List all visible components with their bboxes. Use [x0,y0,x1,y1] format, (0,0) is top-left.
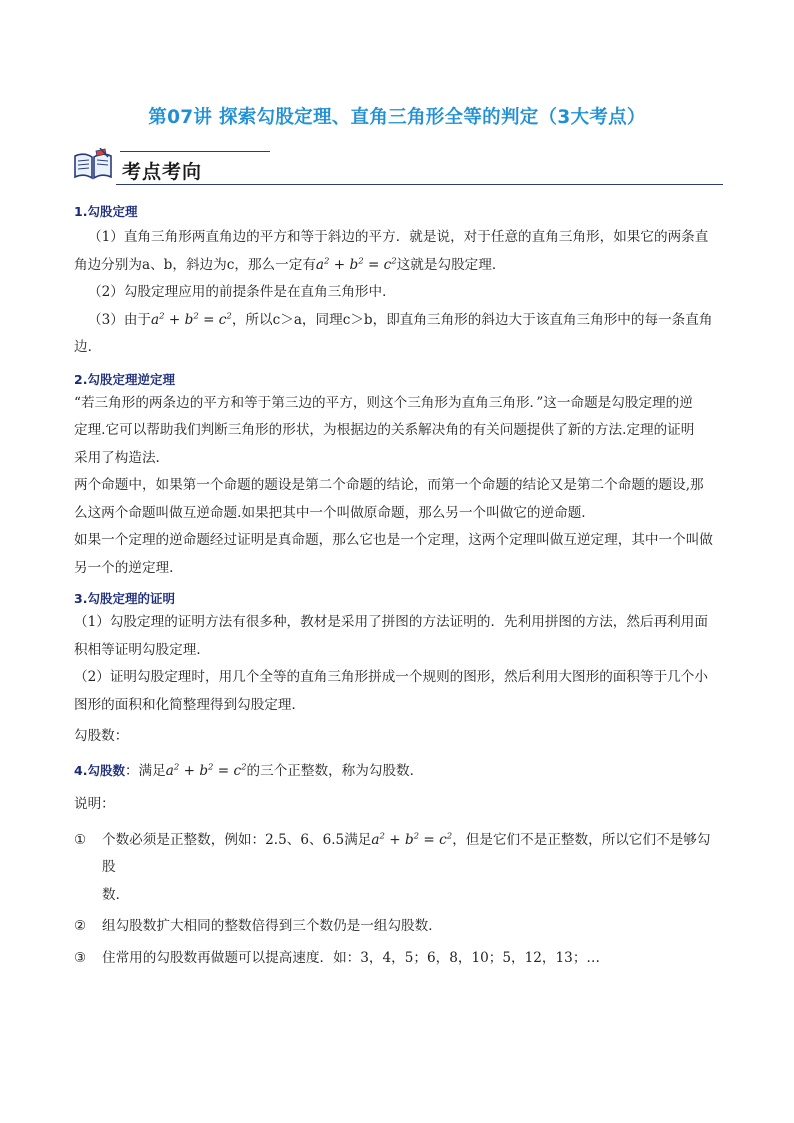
paragraph: “若三角形的两条边的平方和等于第三边的平方，则这个三角形为直角三角形．”这一命题是勾股定理的逆 [74,394,693,411]
section-header-label: 考点考向 [122,161,203,183]
paragraph: 边． [74,339,102,355]
paragraph: （1）直角三角形两直角边的平方和等于斜边的平方．就是说，对于任意的直角三角形，如果它的两条直 [88,229,709,245]
paragraph: 定理.它可以帮助我们判断三角形的形状，为根据边的关系解决角的有关问题提供了新的方法.定理的证明 [74,422,695,438]
content-body [74,196,724,972]
formula: $a^2 + b^2 = c^2$ [371,830,453,848]
open-book-icon [72,148,114,182]
paragraph: 积相等证明勾股定理． [74,641,210,658]
formula: $a^2 + b^2 = c^2$ [151,310,232,328]
page-title: 第07讲 探索勾股定理、直角三角形全等的判定（3大考点） [148,107,646,128]
paragraph: 另一个的逆定理. [74,559,174,576]
section-heading-3: 3.勾股定理的证明 [74,591,175,606]
section-header [72,146,723,190]
list-item: ① 个数必须是正整数，例如：2.5、6、6.5满足$a^2 + b^2 = c^2$，但是它们不是正整数，所以它们不是够勾股 数． [74,830,711,903]
paragraph: （2）勾股定理应用的前提条件是在直角三角形中． [88,284,396,300]
paragraph: 如果一个定理的逆命题经过证明是真命题，那么它也是一个定理，这两个定理叫做互逆定理，其中一个叫做 [74,532,713,548]
paragraph: （2）证明勾股定理时，用几个全等的直角三角形拼成一个规则的图形，然后利用大图形的面积等于几个小 [74,669,708,685]
section-heading-2: 2.勾股定理逆定理 [74,371,175,387]
header-rule [116,184,723,185]
list-item: ② 组勾股数扩大相同的整数倍得到三个数仍是一组勾股数． [74,918,442,934]
header-top-line [120,151,270,152]
paragraph: （3）由于$a^2 + b^2 = c^2$，所以c＞a，同理c＞b，即直角三角形的斜边大于该直角三角形中的每一条直角 [88,310,713,328]
formula: $a^2 + b^2 = c^2$ [315,255,397,273]
paragraph: 勾股数： [74,728,129,744]
paragraph: （1）勾股定理的证明方法有很多种，教材是采用了拼图的方法证明的．先利用拼图的方法，然后再利用面 [74,614,708,630]
paragraph: 采用了构造法. [74,449,160,466]
paragraph: 两个命题中，如果第一个命题的题设是第二个命题的结论，而第一个命题的结论又是第二个命题的题设,那 [74,477,704,493]
list-item: ③ 住常用的勾股数再做题可以提高速度．如：3，4，5；6，8，10；5，12，13；… [74,949,601,966]
formula: $a^2 + b^2 = c^2$ [165,761,247,779]
paragraph: 角边分别为a、b，斜边为c，那么一定有$a^2 + b^2 = c^2$这就是勾股定理． [74,255,506,273]
section-heading-4: 4.勾股数 [74,762,125,778]
paragraph: 么这两个命题叫做互逆命题.如果把其中一个叫做原命题，那么另一个叫做它的逆命题. [74,504,586,521]
paragraph: 说明： [74,796,115,812]
paragraph: 图形的面积和化简整理得到勾股定理． [74,696,306,713]
section-heading-1: 1.勾股定理 [74,204,138,219]
paragraph: 4.勾股数：满足$a^2 + b^2 = c^2$的三个正整数，称为勾股数． [74,761,424,779]
